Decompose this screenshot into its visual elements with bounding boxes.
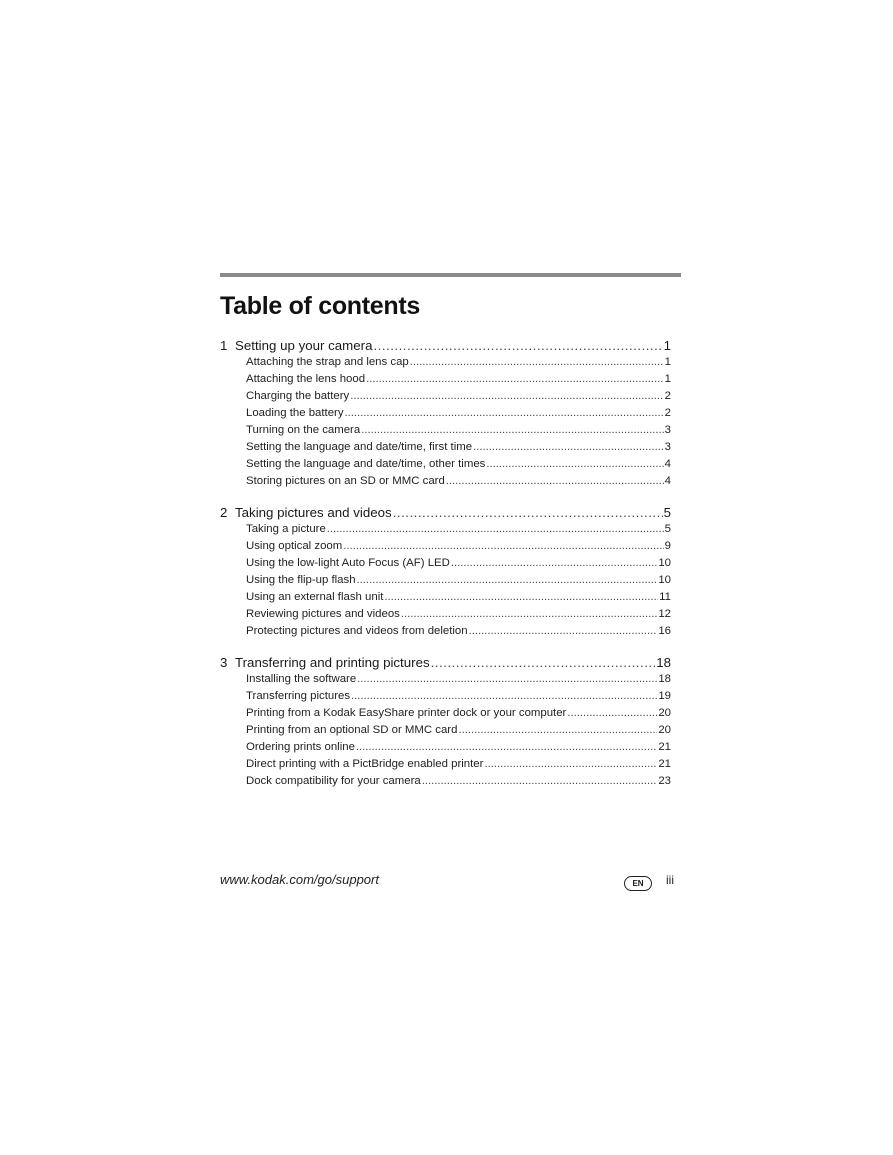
toc-entry[interactable] [246, 589, 671, 606]
toc-chapter [220, 504, 671, 640]
chapter-page: 5 [663, 505, 671, 520]
toc-entry[interactable] [246, 773, 671, 790]
entry-label: Charging the battery [246, 390, 350, 402]
entry-page: 1 [664, 356, 671, 368]
entry-page: 3 [664, 441, 671, 453]
entry-label: Storing pictures on an SD or MMC card [246, 475, 445, 487]
entry-page: 3 [664, 424, 671, 436]
entry-label: Setting the language and date/time, other times [246, 458, 486, 470]
dot-leader [410, 354, 664, 371]
dot-leader [451, 555, 657, 572]
entry-label: Using the low-light Auto Focus (AF) LED [246, 557, 450, 569]
entry-label: Reviewing pictures and videos [246, 608, 400, 620]
toc-entry[interactable] [246, 456, 671, 473]
entry-page: 20 [658, 707, 671, 719]
dot-leader [351, 688, 657, 705]
entry-page: 1 [664, 373, 671, 385]
chapter-number: 3 [220, 655, 228, 670]
dot-leader [350, 388, 663, 405]
dot-leader [401, 606, 657, 623]
entry-page: 18 [658, 673, 671, 685]
dot-leader [484, 756, 657, 773]
entry-page: 4 [664, 458, 671, 470]
toc-entry[interactable] [246, 371, 671, 388]
entry-label: Ordering prints online [246, 741, 355, 753]
toc-chapter [220, 654, 671, 790]
chapter-title: Transferring and printing pictures [235, 655, 430, 670]
entry-page: 23 [658, 775, 671, 787]
entry-label: Printing from an optional SD or MMC card [246, 724, 458, 736]
table-of-contents [220, 337, 671, 804]
entry-label: Turning on the camera [246, 424, 361, 436]
page-number: iii [666, 873, 674, 887]
toc-entry[interactable] [246, 521, 671, 538]
dot-leader [361, 422, 663, 439]
entry-page: 4 [664, 475, 671, 487]
toc-entry[interactable] [246, 354, 671, 371]
toc-entry[interactable] [246, 388, 671, 405]
entry-label: Using an external flash unit [246, 591, 384, 603]
dot-leader [486, 456, 663, 473]
entry-label: Setting the language and date/time, first time [246, 441, 473, 453]
entry-label: Installing the software [246, 673, 357, 685]
entry-label: Attaching the lens hood [246, 373, 366, 385]
entry-label: Transferring pictures [246, 690, 351, 702]
dot-leader [357, 572, 658, 589]
toc-entry[interactable] [246, 405, 671, 422]
entry-label: Using optical zoom [246, 540, 343, 552]
dot-leader [327, 521, 664, 538]
toc-entry[interactable] [246, 606, 671, 623]
dot-leader [458, 722, 657, 739]
entry-page: 21 [658, 758, 671, 770]
entry-page: 2 [664, 390, 671, 402]
toc-entry[interactable] [246, 705, 671, 722]
dot-leader [357, 671, 657, 688]
chapter-title: Taking pictures and videos [235, 505, 392, 520]
entry-page: 5 [664, 523, 671, 535]
support-url-link[interactable]: www.kodak.com/go/support [220, 872, 379, 887]
entry-page: 10 [658, 574, 671, 586]
toc-entry[interactable] [246, 688, 671, 705]
toc-entry[interactable] [246, 473, 671, 490]
header-rule [220, 273, 681, 277]
toc-entry[interactable] [246, 572, 671, 589]
entry-page: 19 [658, 690, 671, 702]
dot-leader [446, 473, 664, 490]
entry-page: 12 [658, 608, 671, 620]
dot-leader [567, 705, 657, 722]
dot-leader [373, 337, 662, 354]
dot-leader [469, 623, 658, 640]
entry-label: Attaching the strap and lens cap [246, 356, 409, 368]
language-badge: EN [624, 876, 652, 891]
dot-leader [366, 371, 664, 388]
entry-label: Printing from a Kodak EasyShare printer dock or your computer [246, 707, 567, 719]
toc-entry[interactable] [246, 739, 671, 756]
dot-leader [356, 739, 657, 756]
dot-leader [431, 654, 656, 671]
toc-entry[interactable] [246, 756, 671, 773]
entry-page: 20 [658, 724, 671, 736]
dot-leader [343, 538, 663, 555]
dot-leader [473, 439, 664, 456]
entry-page: 10 [658, 557, 671, 569]
entry-label: Taking a picture [246, 523, 326, 535]
entry-page: 16 [658, 625, 671, 637]
toc-entry[interactable] [246, 555, 671, 572]
entry-label: Loading the battery [246, 407, 344, 419]
toc-chapter [220, 337, 671, 490]
toc-entry[interactable] [246, 538, 671, 555]
toc-entry[interactable] [246, 671, 671, 688]
chapter-page: 1 [663, 338, 671, 353]
chapter-number: 2 [220, 505, 228, 520]
page-title: Table of contents [220, 292, 421, 320]
dot-leader [422, 773, 658, 790]
chapter-page: 18 [656, 655, 671, 670]
chapter-heading[interactable] [220, 337, 671, 354]
dot-leader [393, 504, 663, 521]
chapter-heading[interactable] [220, 504, 671, 521]
entry-label: Protecting pictures and videos from deletion [246, 625, 468, 637]
chapter-number: 1 [220, 338, 228, 353]
entry-label: Dock compatibility for your camera [246, 775, 421, 787]
dot-leader [384, 589, 658, 606]
chapter-heading[interactable] [220, 654, 671, 671]
entry-page: 2 [664, 407, 671, 419]
entry-page: 9 [664, 540, 671, 552]
dot-leader [345, 405, 664, 422]
chapter-title: Setting up your camera [235, 338, 373, 353]
entry-page: 21 [658, 741, 671, 753]
toc-entry[interactable] [246, 422, 671, 439]
toc-entry[interactable] [246, 722, 671, 739]
entry-page: 11 [659, 591, 671, 603]
entry-label: Direct printing with a PictBridge enabled printer [246, 758, 484, 770]
toc-entry[interactable] [246, 623, 671, 640]
toc-entry[interactable] [246, 439, 671, 456]
entry-label: Using the flip-up flash [246, 574, 356, 586]
